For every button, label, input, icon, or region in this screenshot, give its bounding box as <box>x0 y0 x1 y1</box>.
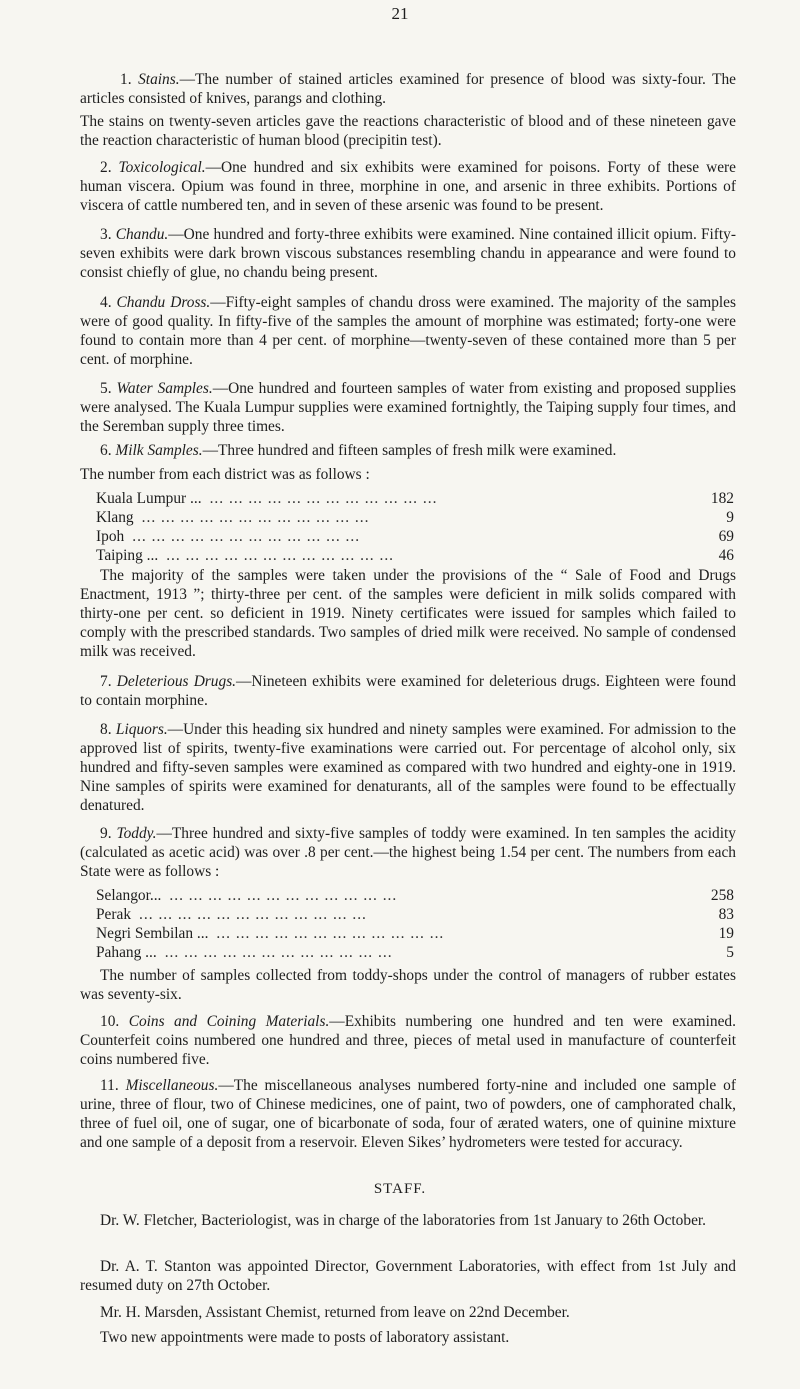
section-title: Chandu Dross. <box>116 294 211 311</box>
section-chandu: 3. Chandu.—One hundred and forty-three exhibits were examined. Nine contained illicit opium. Fifty-seven exhibits were dark brown viscous substances resembling chandu in appearance and were found to consist chiefly of glue, no chandu being present. <box>80 226 736 281</box>
section-coins: 10. Coins and Coining Materials.—Exhibits numbering one hundred and ten were examined. Counterfeit coins numbered one hundred and three, pieces of metal used in manufacture of counterfeit coins numbered five. <box>80 1013 736 1068</box>
section-stains: 1. Stains.—The number of stained articles examined for presence of blood was sixty-four. The articles consisted of knives, parangs and clothing. <box>80 71 737 107</box>
section-title: Toxicological. <box>118 159 206 176</box>
section-text: —Nineteen exhibits were examined for deleterious drugs. Eighteen were found to contain morphine. <box>80 673 736 709</box>
toddy-state-table <box>96 886 734 962</box>
table-row: Klang ... ... ... ... ... ... ... ... ... ... ... ... 9 <box>96 509 734 526</box>
milk-table-intro: The number from each district was as follows : <box>80 466 370 483</box>
section-text: —The miscellaneous analyses numbered forty-nine and included one sample of urine, three of flour, two of Chinese medicines, one of paint, two of powders, one of camphorated chalk, three of fuel oil, one of sugar, one of bicarbonate of soda, four of ærated waters, one of quinine mixture and one sample of a deposit from a reservoir. Eleven Sikes’ hydrometers were tested for accuracy. <box>80 1077 736 1151</box>
row-value: 83 <box>718 906 734 923</box>
section-title: Milk Samples. <box>115 442 203 459</box>
row-value: 46 <box>718 547 734 564</box>
row-label: Taiping ... <box>96 547 159 564</box>
section-water-samples: 5. Water Samples.—One hundred and fourteen samples of water from existing and proposed supplies were analysed. The Kuala Lumpur supplies were examined fortnightly, the Taiping supply four times, and the Seremban supply three times. <box>80 380 736 435</box>
milk-district-table <box>96 489 734 565</box>
section-text: —One hundred and forty-three exhibits were examined. Nine contained illicit opium. Fifty-seven exhibits were dark brown viscous substances resembling chandu in appearance and were found to consist chiefly of glue, no chandu being present. <box>80 226 736 281</box>
row-label: Selangor... <box>96 887 162 904</box>
staff-entry: Mr. H. Marsden, Assistant Chemist, returned from leave on 22nd December. <box>100 1304 570 1321</box>
section-text: —Three hundred and sixty-five samples of toddy were examined. In ten samples the acidity (calculated as acetic acid) was over .8 per cent.—the highest being 1.54 per cent. The numbers from each State were as follows : <box>80 825 736 880</box>
row-value: 182 <box>710 490 734 507</box>
section-title: Stains. <box>138 71 180 88</box>
row-label: Klang <box>96 509 134 526</box>
staff-entry: Dr. A. T. Stanton was appointed Director, Government Laboratories, with effect from 1st July and resumed duty on 27th October. <box>80 1258 736 1294</box>
paragraph-stains-detail: The stains on twenty-seven articles gave the reactions characteristic of blood and of these nineteen gave the reaction characteristic of human blood (precipitin test). <box>80 113 736 149</box>
section-title: Deleterious Drugs. <box>116 673 237 690</box>
page-number: 21 <box>391 4 409 23</box>
row-value: 258 <box>710 887 734 904</box>
staff-heading: STAFF. <box>373 1181 427 1197</box>
table-row: Ipoh ... ... ... ... ... ... ... ... ... ... ... ... 69 <box>96 528 734 545</box>
section-text: —The number of stained articles examined for presence of blood was sixty-four. The articles consisted of knives, parangs and clothing. <box>80 71 737 107</box>
section-title: Chandu. <box>115 226 169 243</box>
section-title: Liquors. <box>115 721 168 738</box>
row-label: Ipoh <box>96 528 125 545</box>
paragraph-milk-results: The majority of the samples were taken under the provisions of the “ Sale of Food and Drugs Enactment, 1913 ”; thirty-three per cent. of the samples were deficient in milk solids compared with thirty-one per cent. so deficient in 1919. Ninety certificates were issued for samples which failed to comply with the prescribed standards. Two samples of dried milk were received. No sample of condensed milk was received. <box>80 567 736 660</box>
section-text: —Under this heading six hundred and ninety samples were examined. For admission to the approved list of spirits, twenty-five examinations were carried out. For percentage of alcohol only, six hundred and fifty-seven samples were examined as compared with two hundred and eighty-one in 1919. Nine samples of spirits were examined for denaturants, all of the samples were found to be effectually denatured. <box>80 721 736 814</box>
row-value: 9 <box>726 509 734 526</box>
row-label: Negri Sembilan ... <box>96 925 209 942</box>
section-liquors: 8. Liquors.—Under this heading six hundred and ninety samples were examined. For admission to the approved list of spirits, twenty-five examinations were carried out. For percentage of alcohol only, six hundred and fifty-seven samples were examined as compared with two hundred and eighty-one in 1919. Nine samples of spirits were examined for denaturants, all of the samples were found to be effectually denatured. <box>80 721 736 814</box>
section-toddy: 9. Toddy.—Three hundred and sixty-five samples of toddy were examined. In ten samples the acidity (calculated as acetic acid) was over .8 per cent.—the highest being 1.54 per cent. The numbers from each State were as follows : <box>80 825 736 880</box>
paragraph-toddy-estates: The number of samples collected from toddy-shops under the control of managers of rubber estates was seventy-six. <box>80 967 736 1003</box>
row-label: Kuala Lumpur ... <box>96 490 202 507</box>
row-value: 19 <box>718 925 734 942</box>
table-row: Taiping ... ... ... ... ... ... ... ... ... ... ... ... ... 46 <box>96 547 734 564</box>
table-row: Pahang ... ... ... ... ... ... ... ... ... ... ... ... ... 5 <box>96 944 734 961</box>
section-text: —One hundred and fourteen samples of water from existing and proposed supplies were analysed. The Kuala Lumpur supplies were examined fortnightly, the Taiping supply four times, and the Seremban supply three times. <box>80 380 736 435</box>
row-value: 5 <box>726 944 734 961</box>
section-text: —Exhibits numbering one hundred and ten were examined. Counterfeit coins numbered one hundred and three, pieces of metal used in manufacture of counterfeit coins numbered five. <box>80 1013 736 1068</box>
section-chandu-dross: 4. Chandu Dross.—Fifty-eight samples of chandu dross were examined. The majority of the samples were of good quality. In fifty-five of the samples the amount of morphine was estimated; forty-one were found to contain more than 4 per cent. of morphine—twenty-seven of these contained more than 5 per cent. of morphine. <box>80 294 736 368</box>
section-text: —Fifty-eight samples of chandu dross were examined. The majority of the samples were of good quality. In fifty-five of the samples the amount of morphine was estimated; forty-one were found to contain more than 4 per cent. of morphine—twenty-seven of these contained more than 5 per cent. of morphine. <box>80 294 736 368</box>
section-text: —One hundred and six exhibits were examined for poisons. Forty of these were human viscera. Opium was found in three, morphine in one, and arsenic in three exhibits. Portions of viscera of cattle numbered ten, and in seven of these arsenic was found to be present. <box>80 159 736 214</box>
section-title: Miscellaneous. <box>125 1077 219 1094</box>
section-toxicological: 2. Toxicological.—One hundred and six exhibits were examined for poisons. Forty of these were human viscera. Opium was found in three, morphine in one, and arsenic in three exhibits. Portions of viscera of cattle numbered ten, and in seven of these arsenic was found to be present. <box>80 159 736 214</box>
row-value: 69 <box>718 528 734 545</box>
section-milk-samples: 6. Milk Samples.—Three hundred and fifteen samples of fresh milk were examined. <box>100 442 617 459</box>
table-row: Perak ... ... ... ... ... ... ... ... ... ... ... ... 83 <box>96 906 734 923</box>
section-title: Coins and Coining Materials. <box>128 1013 330 1030</box>
section-miscellaneous: 11. Miscellaneous.—The miscellaneous analyses numbered forty-nine and included one sample of urine, three of flour, two of Chinese medicines, one of paint, two of powders, one of camphorated chalk, three of fuel oil, one of sugar, one of bicarbonate of soda, four of ærated waters, one of quinine mixture and one sample of a deposit from a reservoir. Eleven Sikes’ hydrometers were tested for accuracy. <box>80 1077 736 1151</box>
table-row: Selangor... ... ... ... ... ... ... ... ... ... ... ... ... 258 <box>96 887 734 904</box>
row-label: Pahang ... <box>96 944 157 961</box>
section-title: Water Samples. <box>116 380 213 397</box>
section-deleterious-drugs: 7. Deleterious Drugs.—Nineteen exhibits were examined for deleterious drugs. Eighteen were found to contain morphine. <box>80 673 736 709</box>
staff-entry: Two new appointments were made to posts of laboratory assistant. <box>100 1329 510 1346</box>
section-title: Toddy. <box>116 825 157 842</box>
table-row: Negri Sembilan ... ... ... ... ... ... ... ... ... ... ... ... ... 19 <box>96 925 734 942</box>
section-text: —Three hundred and fifteen samples of fresh milk were examined. <box>202 442 617 459</box>
row-label: Perak <box>96 906 132 923</box>
staff-entry: Dr. W. Fletcher, Bacteriologist, was in charge of the laboratories from 1st January to 26th October. <box>100 1212 707 1229</box>
table-row: Kuala Lumpur ... ... ... ... ... ... ... ... ... ... ... ... ... 182 <box>96 490 734 507</box>
